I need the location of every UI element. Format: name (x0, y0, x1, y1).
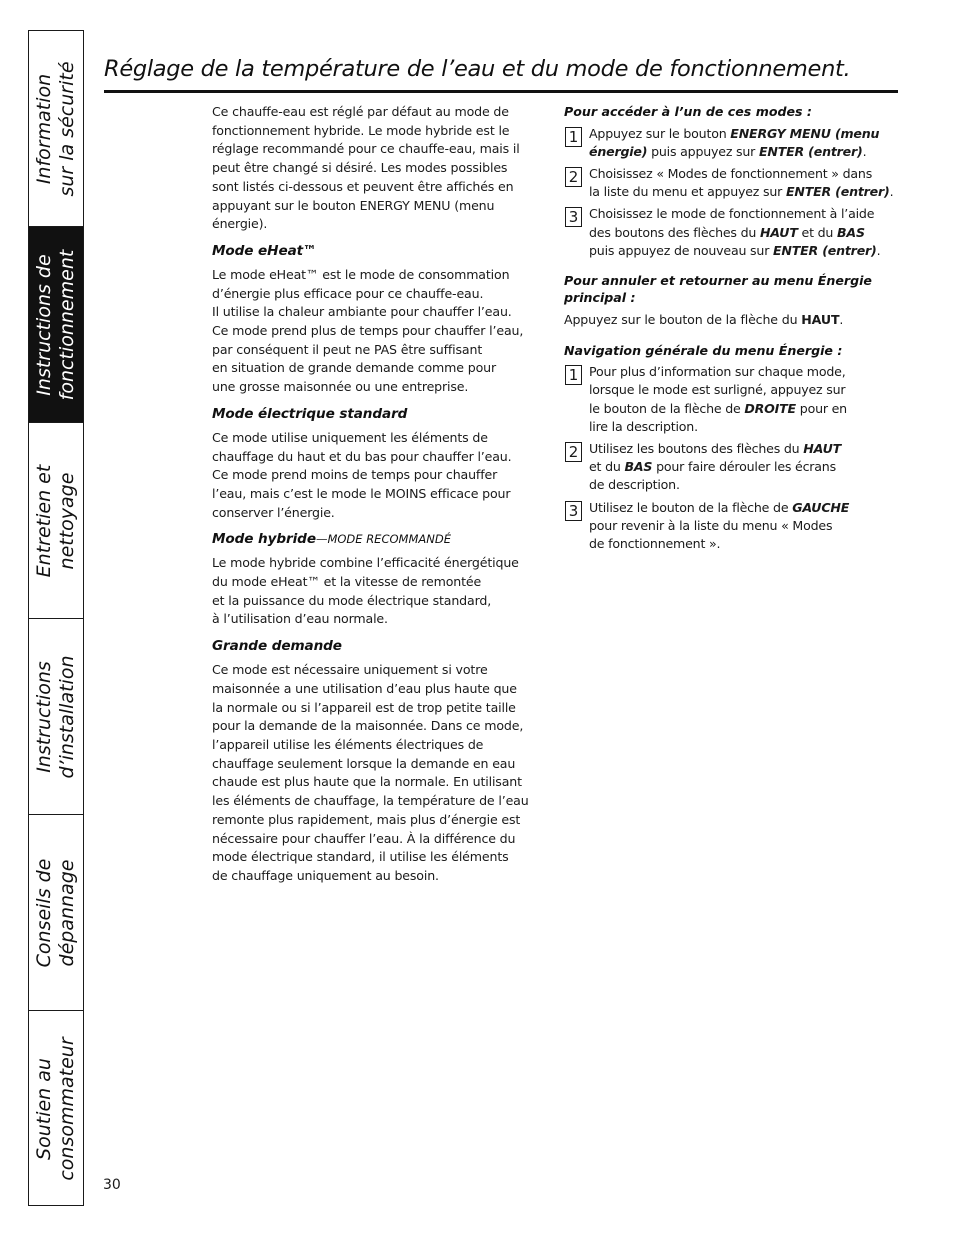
step-text-run: pour revenir à la liste du menu « Modes (589, 517, 833, 533)
modes-list (212, 242, 548, 886)
side-tab-line: d’installation (56, 654, 78, 779)
step-text-run: Utilisez le bouton de la flèche de (589, 499, 793, 515)
side-tab-5 (29, 815, 83, 1011)
access-heading: Pour accéder à l’un de ces modes : (564, 104, 812, 119)
step-text-bold: HAUT (803, 440, 841, 456)
side-tab-line: Instructions (33, 660, 55, 773)
step-text (589, 125, 898, 161)
navigation-step (564, 440, 898, 495)
access-steps (564, 125, 898, 260)
step-number-box: 1 (565, 365, 582, 385)
step-text-run: pour faire dérouler les écrans (652, 459, 836, 475)
mode-description-line: maisonnée a une utilisation d’eau plus haute que (212, 680, 517, 696)
mode-description (212, 661, 548, 885)
step-number-box: 3 (565, 501, 582, 521)
mode-description-line: l’appareil utilise les éléments électriques de (212, 736, 484, 752)
mode-description-line: du mode eHeat™ et la vitesse de remontée (212, 574, 482, 590)
cancel-text-post: . (839, 311, 844, 327)
step-text-line (589, 143, 898, 161)
mode-heading-suffix: —MODE RECOMMANDÉ (315, 532, 451, 547)
step-text-run: . (876, 242, 881, 258)
side-tab-line: Information (33, 73, 55, 184)
step-text-line (589, 499, 898, 517)
mode-description-line: par conséquent il peut ne PAS être suffisant (212, 341, 483, 357)
mode-description-line: Il utilise la chaleur ambiante pour chauffer l’eau. (212, 304, 512, 320)
access-step (564, 205, 898, 260)
side-tab-line: consommateur (56, 1037, 78, 1181)
navigation-steps (564, 363, 898, 553)
intro-line: fonctionnement hybride. Le mode hybride est le (212, 122, 510, 138)
side-tab-4 (29, 619, 83, 815)
step-text-run: puis appuyez de nouveau sur (589, 242, 773, 258)
title-rule (104, 90, 898, 93)
step-text-run: Appuyez sur le bouton (589, 125, 731, 141)
step-text-line (589, 517, 898, 535)
mode-heading-text: Mode eHeat™ (212, 242, 317, 259)
side-tab-label (33, 858, 79, 967)
step-text-bold: BAS (837, 224, 865, 240)
mode-heading (212, 530, 548, 548)
side-tab-label (33, 655, 79, 778)
page-number: 30 (103, 1177, 121, 1193)
step-text (589, 205, 898, 260)
intro-line: réglage recommandé pour ce chauffe-eau, mais il (212, 141, 520, 157)
step-text-run: pour en (795, 400, 847, 416)
step-text-run: de fonctionnement ». (589, 535, 721, 551)
mode-description-line: Le mode hybride combine l’efficacité énergétique (212, 555, 519, 571)
step-text-run: Choisissez « Modes de fonctionnement » dans (589, 165, 873, 181)
intro-line: énergie). (212, 216, 268, 232)
step-text-bold: GAUCHE (792, 499, 850, 515)
cancel-text-pre: Appuyez sur le bouton de la flèche du (564, 311, 802, 327)
step-text-run: de description. (589, 477, 680, 493)
step-text-run: et du (797, 224, 837, 240)
mode-description-line: l’eau, mais c’est le mode le MOINS efficace pour (212, 485, 511, 501)
step-text-line (589, 165, 898, 183)
mode-description-line: Ce mode est nécessaire uniquement si votre (212, 662, 488, 678)
step-text-bold: ENTER (entrer) (785, 184, 890, 200)
mode-description-line: une grosse maisonnée ou une entreprise. (212, 379, 469, 395)
mode-description-line: Ce mode utilise uniquement les éléments de (212, 429, 488, 445)
right-column (564, 103, 898, 557)
step-text-run: Utilisez les boutons des flèches du (589, 440, 804, 456)
mode-description (212, 554, 548, 629)
step-text-run: . (889, 184, 894, 200)
step-text-run: le bouton de la flèche de (589, 400, 745, 416)
navigation-heading: Navigation générale du menu Énergie : (564, 342, 843, 358)
mode-description-line: chaude est plus haute que la normale. En utilisant (212, 774, 522, 790)
mode-description-line: les éléments de chauffage, la température de l’eau (212, 793, 529, 809)
side-tabs (28, 30, 84, 1206)
step-text (589, 363, 898, 436)
step-text-bold: ENTER (entrer) (772, 242, 877, 258)
step-text-bold: BAS (624, 459, 653, 475)
side-tab-6 (29, 1011, 83, 1207)
mode-description-line: en situation de grande demande comme pour (212, 360, 496, 376)
access-step (564, 165, 898, 201)
step-text (589, 499, 898, 554)
mode-description-line: et la puissance du mode électrique standard, (212, 592, 492, 608)
mode-description-line: la normale ou si l’appareil est de trop petite taille (212, 699, 516, 715)
mode-heading-text: Grande demande (212, 638, 342, 655)
step-text-bold: ENTER (entrer) (758, 143, 863, 159)
step-text-bold: énergie) (589, 143, 648, 159)
step-text-line (589, 205, 898, 223)
mode-description-line: Le mode eHeat™ est le mode de consommation (212, 266, 510, 282)
step-text-line (589, 535, 898, 553)
mode-heading (212, 405, 548, 423)
mode-description-line: de chauffage uniquement au besoin. (212, 867, 439, 883)
side-tab-label (33, 1037, 79, 1180)
cancel-heading (564, 272, 898, 307)
step-text (589, 440, 898, 495)
side-tab-label (33, 61, 79, 196)
step-text-bold: DROITE (744, 400, 796, 416)
step-text-line (589, 183, 898, 201)
side-tab-line: dépannage (56, 859, 78, 966)
step-text-bold: HAUT (759, 224, 798, 240)
step-number-box: 2 (565, 167, 582, 187)
intro-paragraph (212, 103, 548, 234)
step-text-run: Choisissez le mode de fonctionnement à l’aide (589, 206, 875, 222)
side-tab-2 (29, 227, 83, 423)
step-text-bold: ENERGY MENU (menu (730, 125, 880, 141)
mode-description-line: Ce mode prend plus de temps pour chauffer l’eau, (212, 323, 524, 339)
intro-line: sont listés ci-dessous et peuvent être affichés en (212, 178, 514, 194)
step-number-box: 2 (565, 442, 582, 462)
cancel-text-bold: HAUT (801, 311, 840, 327)
navigation-step (564, 363, 898, 436)
step-text-line (589, 418, 898, 436)
mode-heading-text: Mode hybride (212, 531, 316, 548)
mode-description (212, 429, 548, 523)
mode-description-line: nécessaire pour chauffer l’eau. À la différence du (212, 830, 516, 846)
intro-line: appuyant sur le bouton ENERGY MENU (menu (212, 197, 495, 213)
step-text-run: des boutons des flèches du (589, 224, 760, 240)
mode-heading (212, 637, 548, 655)
mode-description-line: Ce mode prend moins de temps pour chauffer (212, 467, 498, 483)
step-text-line (589, 458, 898, 476)
intro-line: peut être changé si désiré. Les modes possibles (212, 160, 508, 176)
cancel-heading-line: principal : (564, 290, 636, 306)
step-text-line (589, 400, 898, 418)
mode-description (212, 266, 548, 397)
step-text-line (589, 224, 898, 242)
step-text-line (589, 476, 898, 494)
step-text-run: puis appuyez sur (647, 143, 759, 159)
mode-heading-text: Mode électrique standard (212, 405, 408, 422)
access-step (564, 125, 898, 161)
intro-line: Ce chauffe-eau est réglé par défaut au mode de (212, 104, 509, 119)
side-tab-line: fonctionnement (56, 249, 78, 400)
step-text-line (589, 440, 898, 458)
mode-description-line: remonte plus rapidement, mais plus d’énergie est (212, 811, 521, 827)
side-tab-line: Soutien au (33, 1058, 55, 1160)
step-text-run: Pour plus d’information sur chaque mode, (589, 364, 846, 380)
side-tab-line: Entretien et (33, 464, 55, 577)
page-title: Réglage de la température de l’eau et du mode de fonctionnement. (104, 56, 851, 82)
step-text-run: lire la description. (589, 418, 698, 434)
left-column (212, 103, 548, 886)
mode-description-line: chauffage seulement lorsque la demande en eau (212, 755, 516, 771)
step-text-run: et du (589, 459, 625, 475)
side-tab-label (33, 249, 79, 400)
mode-heading (212, 242, 548, 260)
side-tab-label (33, 464, 79, 577)
mode-description-line: à l’utilisation d’eau normale. (212, 611, 388, 627)
step-text-line (589, 381, 898, 399)
step-text-run: la liste du menu et appuyez sur (589, 184, 786, 200)
side-tab-3 (29, 423, 83, 619)
step-text-line (589, 363, 898, 381)
cancel-heading-line: Pour annuler et retourner au menu Énergie (564, 272, 872, 288)
step-number-box: 1 (565, 127, 582, 147)
step-number-box: 3 (565, 207, 582, 227)
step-text-line (589, 125, 898, 143)
navigation-step (564, 499, 898, 554)
side-tab-line: Conseils de (33, 858, 55, 967)
step-text (589, 165, 898, 201)
side-tab-line: sur la sécurité (56, 60, 78, 197)
mode-description-line: mode électrique standard, il utilise les éléments (212, 849, 509, 865)
step-text-line (589, 242, 898, 260)
side-tab-line: Instructions de (33, 253, 55, 396)
side-tab-1 (29, 31, 83, 227)
step-text-run: lorsque le mode est surligné, appuyez sur (589, 382, 846, 398)
mode-description-line: d’énergie plus efficace pour ce chauffe-eau. (212, 285, 484, 301)
mode-description-line: chauffage du haut et du bas pour chauffer l’eau. (212, 448, 512, 464)
mode-description-line: pour la demande de la maisonnée. Dans ce mode, (212, 718, 524, 734)
side-tab-line: nettoyage (56, 472, 78, 569)
mode-description-line: conserver l’énergie. (212, 504, 335, 520)
step-text-run: . (862, 143, 867, 159)
cancel-text (564, 311, 898, 330)
